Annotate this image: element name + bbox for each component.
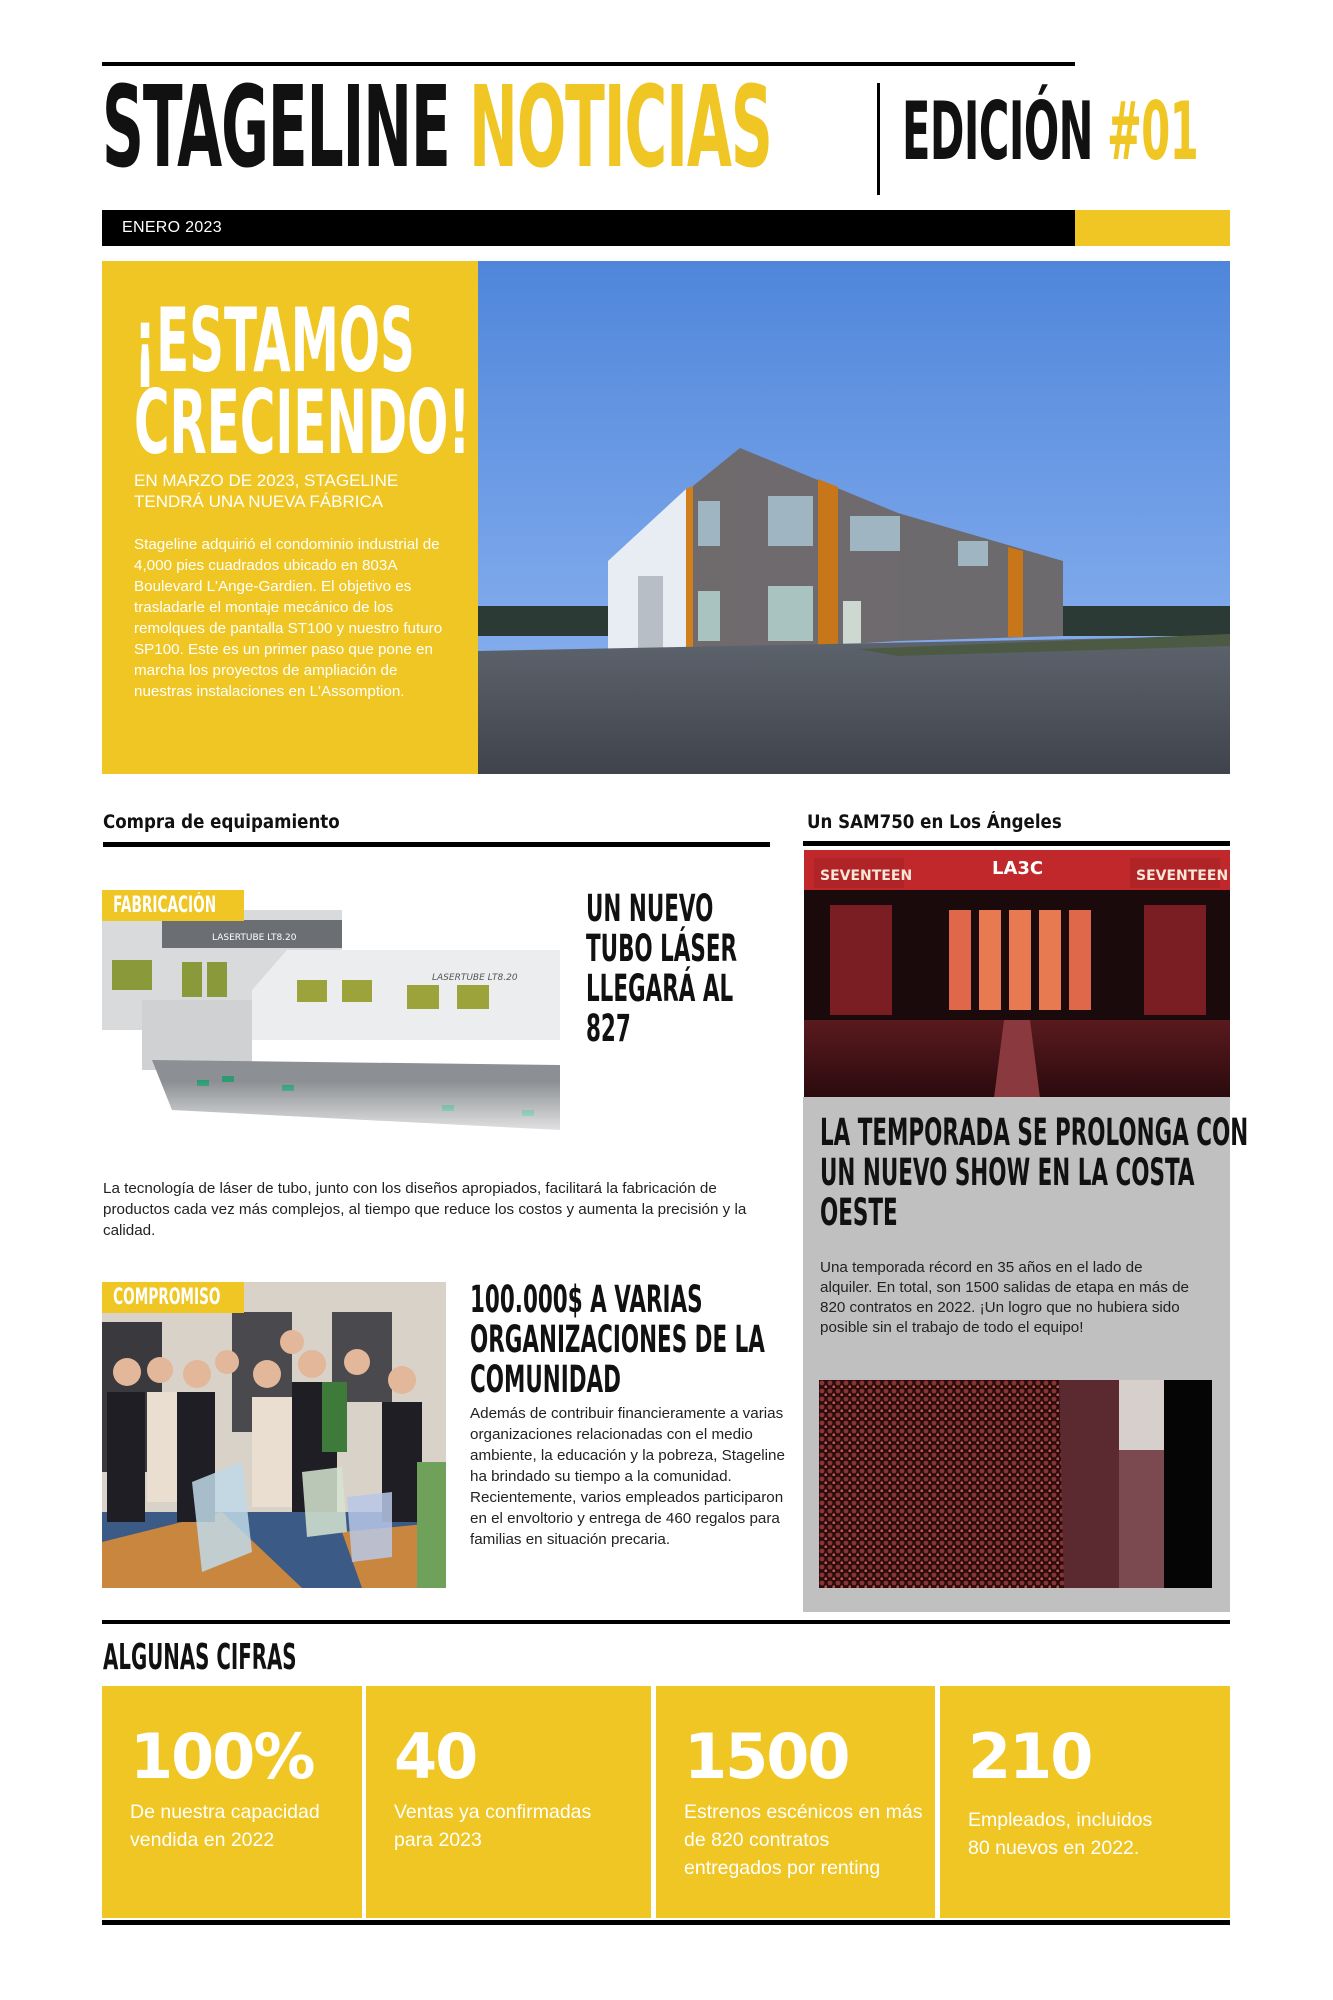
factory-building-image: [478, 261, 1230, 774]
banner-left: SEVENTEEN: [820, 868, 913, 884]
crowd-aerial-image: [819, 1380, 1212, 1588]
article-headline-community: [470, 1280, 765, 1400]
date-bar-accent: [1075, 210, 1230, 246]
figures-bottom-rule: [102, 1920, 1230, 1925]
masthead-divider: [877, 83, 880, 195]
stat-description: Estrenos escénicos en más de 820 contratos entregados por renting: [684, 1801, 923, 1879]
stat-card: [656, 1686, 935, 1918]
stat-card: [366, 1686, 651, 1918]
crowd-photo: [819, 1380, 1212, 1588]
section-heading-equipment: Compra de equipamiento: [103, 812, 340, 833]
stage-concert-image: [804, 850, 1230, 1098]
headline-line: LA TEMPORADA SE PROLONGA CON: [820, 1111, 1249, 1154]
figures-heading: ALGUNAS CIFRAS: [103, 1637, 297, 1678]
masthead-title-accent: NOTICIAS: [468, 63, 772, 193]
masthead-title: [102, 63, 772, 193]
stat-description: De nuestra capacidad vendida en 2022: [130, 1801, 320, 1851]
figures-top-rule: [102, 1620, 1230, 1624]
headline-line: 827: [586, 1007, 631, 1050]
edition-number: #01: [1106, 85, 1199, 178]
hero-subtitle: EN MARZO DE 2023, STAGELINE TENDRÁ UNA NUEVA FÁBRICA: [134, 471, 399, 511]
headline-line: COMUNIDAD: [470, 1358, 621, 1401]
hero-title: [134, 289, 471, 474]
stat-description: Empleados, incluidos 80 nuevos en 2022.: [968, 1809, 1153, 1859]
article-headline-los-angeles: [820, 1113, 1248, 1233]
badge-label: FABRICACIÓN: [113, 893, 217, 918]
community-photo: [102, 1282, 446, 1588]
headline-line: 100.000$ A VARIAS: [470, 1278, 703, 1321]
factory-photo: [478, 261, 1230, 774]
headline-line: LLEGARÁ AL: [586, 967, 734, 1010]
stat-value: 100%: [130, 1720, 314, 1793]
edition-label: [902, 85, 1199, 178]
stat-card: [940, 1686, 1230, 1918]
edition-text: EDICIÓN: [902, 85, 1093, 178]
stat-value: 40: [394, 1720, 477, 1793]
stat-description: Ventas ya confirmadas para 2023: [394, 1801, 592, 1851]
banner-center: LA3C: [992, 858, 1044, 879]
issue-date: ENERO 2023: [122, 219, 222, 236]
category-badge-fabricacion: [102, 890, 244, 921]
stat-value: 1500: [684, 1720, 849, 1793]
banner-right: SEVENTEEN: [1136, 868, 1229, 884]
hero-title-line-2: CRECIENDO!: [134, 371, 471, 474]
headline-line: UN NUEVO SHOW EN LA COSTA: [820, 1151, 1195, 1194]
concert-photo: [804, 850, 1230, 1098]
employees-group-image: [102, 1282, 446, 1588]
hero-body: Stageline adquirió el condominio industrial de 4,000 pies cuadrados ubicado en 803A Boulevard L'Ange-Gardien. El objetivo es trasladarle el montaje mecánico de los remolques de pantalla ST100 y nuestro futuro SP100. Este es un primer paso que pone en marcha los proyectos de ampliación de nuestras instalaciones en L'Assomption.: [134, 536, 443, 700]
article-body-laser: La tecnología de láser de tubo, junto con los diseños apropiados, facilitará la fabricación de productos cada vez más complejos, al tiempo que reduce los costos y aumenta la precisión y la calidad.: [103, 1180, 747, 1239]
article-body-community: Además de contribuir financieramente a varias organizaciones relacionadas con el medio ambiente, la educación y la pobreza, Stageline ha brindado su tiempo a la comunidad. Recientemente, varios empleados participaron en el envoltorio y entrega de 460 regalos para familias en situación precaria.: [470, 1405, 785, 1548]
stat-card: [102, 1686, 362, 1918]
headline-line: OESTE: [820, 1191, 898, 1234]
headline-line: UN NUEVO: [586, 887, 714, 930]
section-rule-right: [803, 841, 1230, 846]
section-heading-los-angeles: Un SAM750 en Los Ángeles: [807, 812, 1062, 833]
section-rule-left: [103, 842, 770, 847]
article-headline-laser: [586, 889, 737, 1049]
date-bar: [102, 210, 1075, 246]
category-badge-compromiso: [102, 1282, 244, 1313]
headline-line: ORGANIZACIONES DE LA: [470, 1318, 765, 1361]
hero-title-line-1: ¡ESTAMOS: [134, 289, 415, 392]
stat-value: 210: [968, 1720, 1092, 1793]
badge-label: COMPROMISO: [113, 1285, 221, 1310]
headline-line: TUBO LÁSER: [586, 927, 738, 970]
masthead-title-main: STAGELINE: [102, 63, 450, 193]
article-body-los-angeles: Una temporada récord en 35 años en el lado de alquiler. En total, son 1500 salidas de etapa en más de 820 contratos en 2022. ¡Un logro que no hubiera sido posible sin el trabajo de todo el equipo!: [820, 1259, 1189, 1336]
